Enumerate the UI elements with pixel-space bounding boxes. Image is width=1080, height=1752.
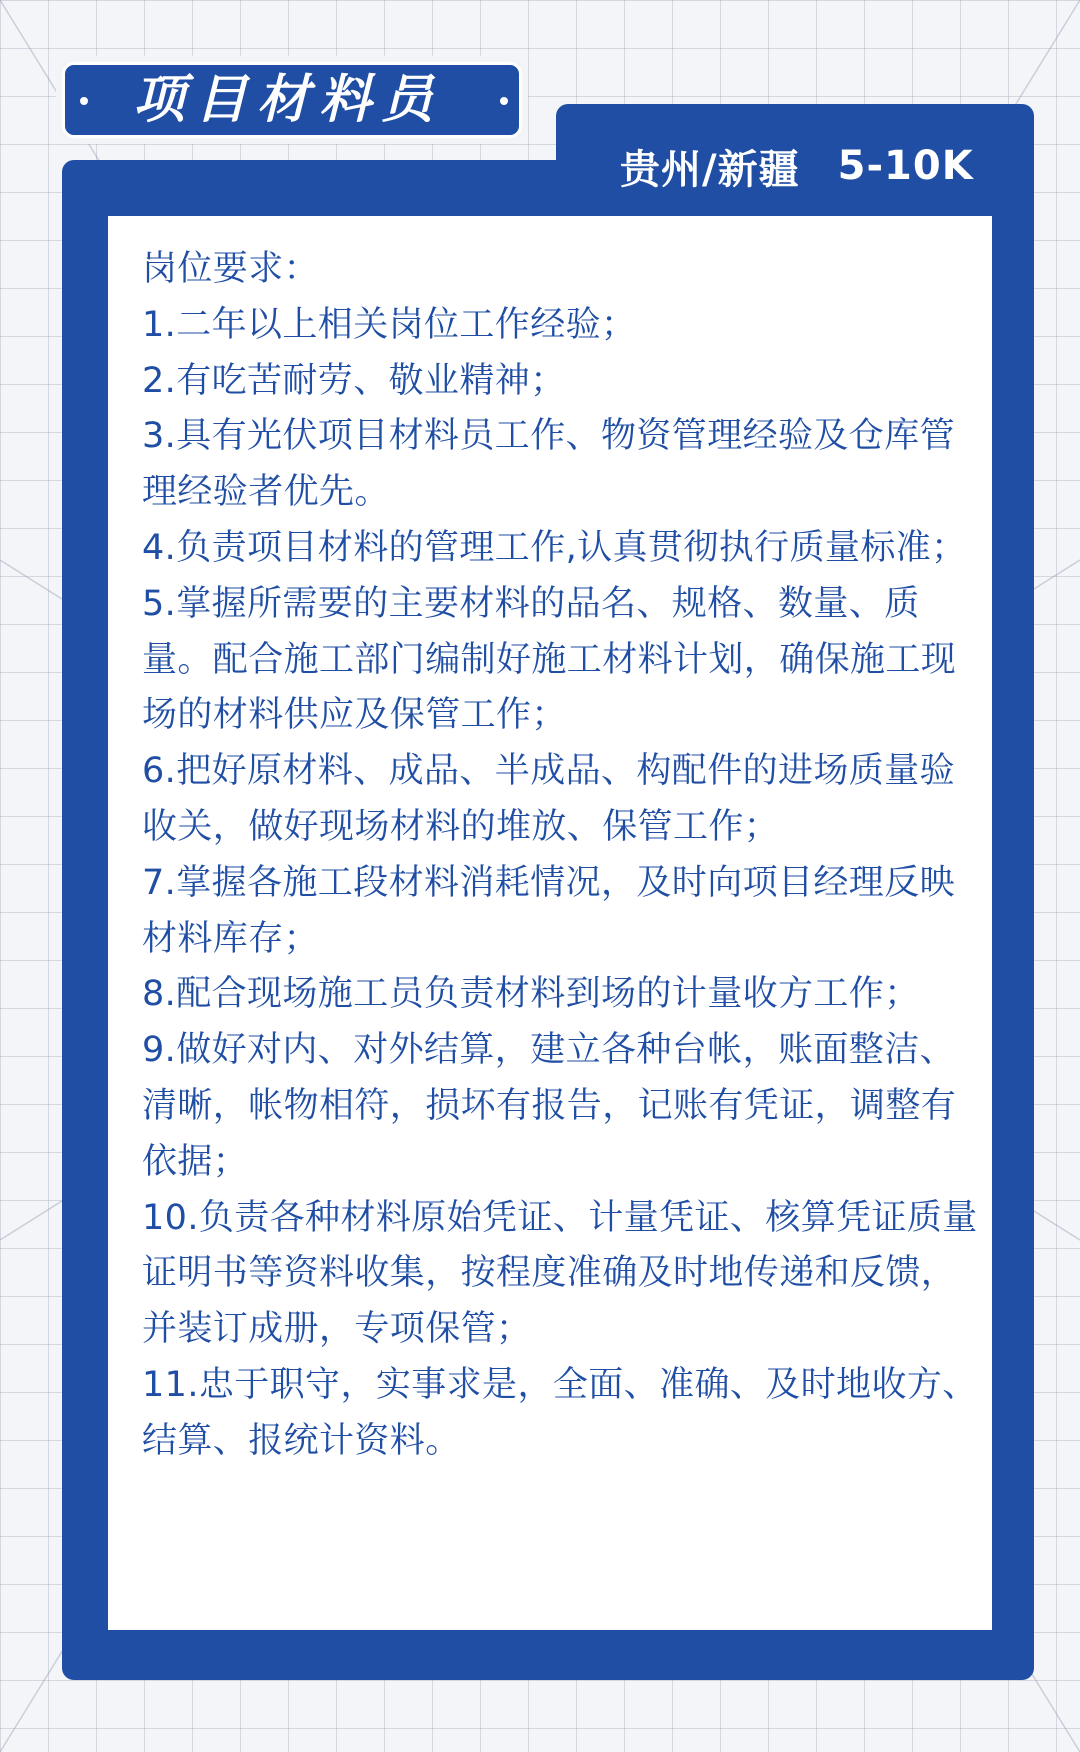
- requirement-item: 10.负责各种材料原始凭证、计量凭证、核算凭证质量证明书等资料收集，按程度准确及时地传递和反馈，并装订成册，专项保管；: [142, 1197, 978, 1350]
- title-dot-right: [500, 97, 508, 105]
- requirement-item: 8.配合现场施工员负责材料到场的计量收方工作；: [142, 974, 920, 1015]
- requirement-item: 2.有吃苦耐劳、敬业精神；: [142, 360, 566, 401]
- requirement-item: 6.把好原材料、成品、半成品、构配件的进场质量验收关，做好现场材料的堆放、保管工作；: [142, 751, 955, 847]
- requirement-item: 11.忠于职守，实事求是，全面、准确、及时地收方、结算、报统计资料。: [142, 1364, 978, 1461]
- job-location: 贵州/新疆: [620, 146, 800, 193]
- requirement-item: 5.掌握所需要的主要材料的品名、规格、数量、质量。配合施工部门编制好施工材料计划，确保施工现场的材料供应及保管工作；: [142, 583, 957, 736]
- job-title: 项目材料员: [133, 70, 444, 130]
- job-meta: [620, 136, 974, 196]
- requirements-content: [142, 242, 982, 1470]
- requirement-item: 9.做好对内、对外结算，建立各种台帐，账面整洁、清晰，帐物相符，损坏有报告，记账有凭证，调整有依据；: [142, 1030, 957, 1182]
- requirement-item: 7.掌握各施工段材料消耗情况，及时向项目经理反映材料库存；: [142, 862, 955, 959]
- requirement-item: 3.具有光伏项目材料员工作、物资管理经验及仓库管理经验者优先。: [142, 416, 955, 513]
- title-dot-left: [80, 97, 88, 105]
- requirement-item: 4.负责项目材料的管理工作,认真贯彻执行质量标准；: [142, 527, 967, 568]
- requirements-heading: 岗位要求：: [142, 249, 320, 289]
- requirement-item: 1.二年以上相关岗位工作经验；: [142, 304, 637, 345]
- job-salary: 5-10K: [837, 143, 974, 189]
